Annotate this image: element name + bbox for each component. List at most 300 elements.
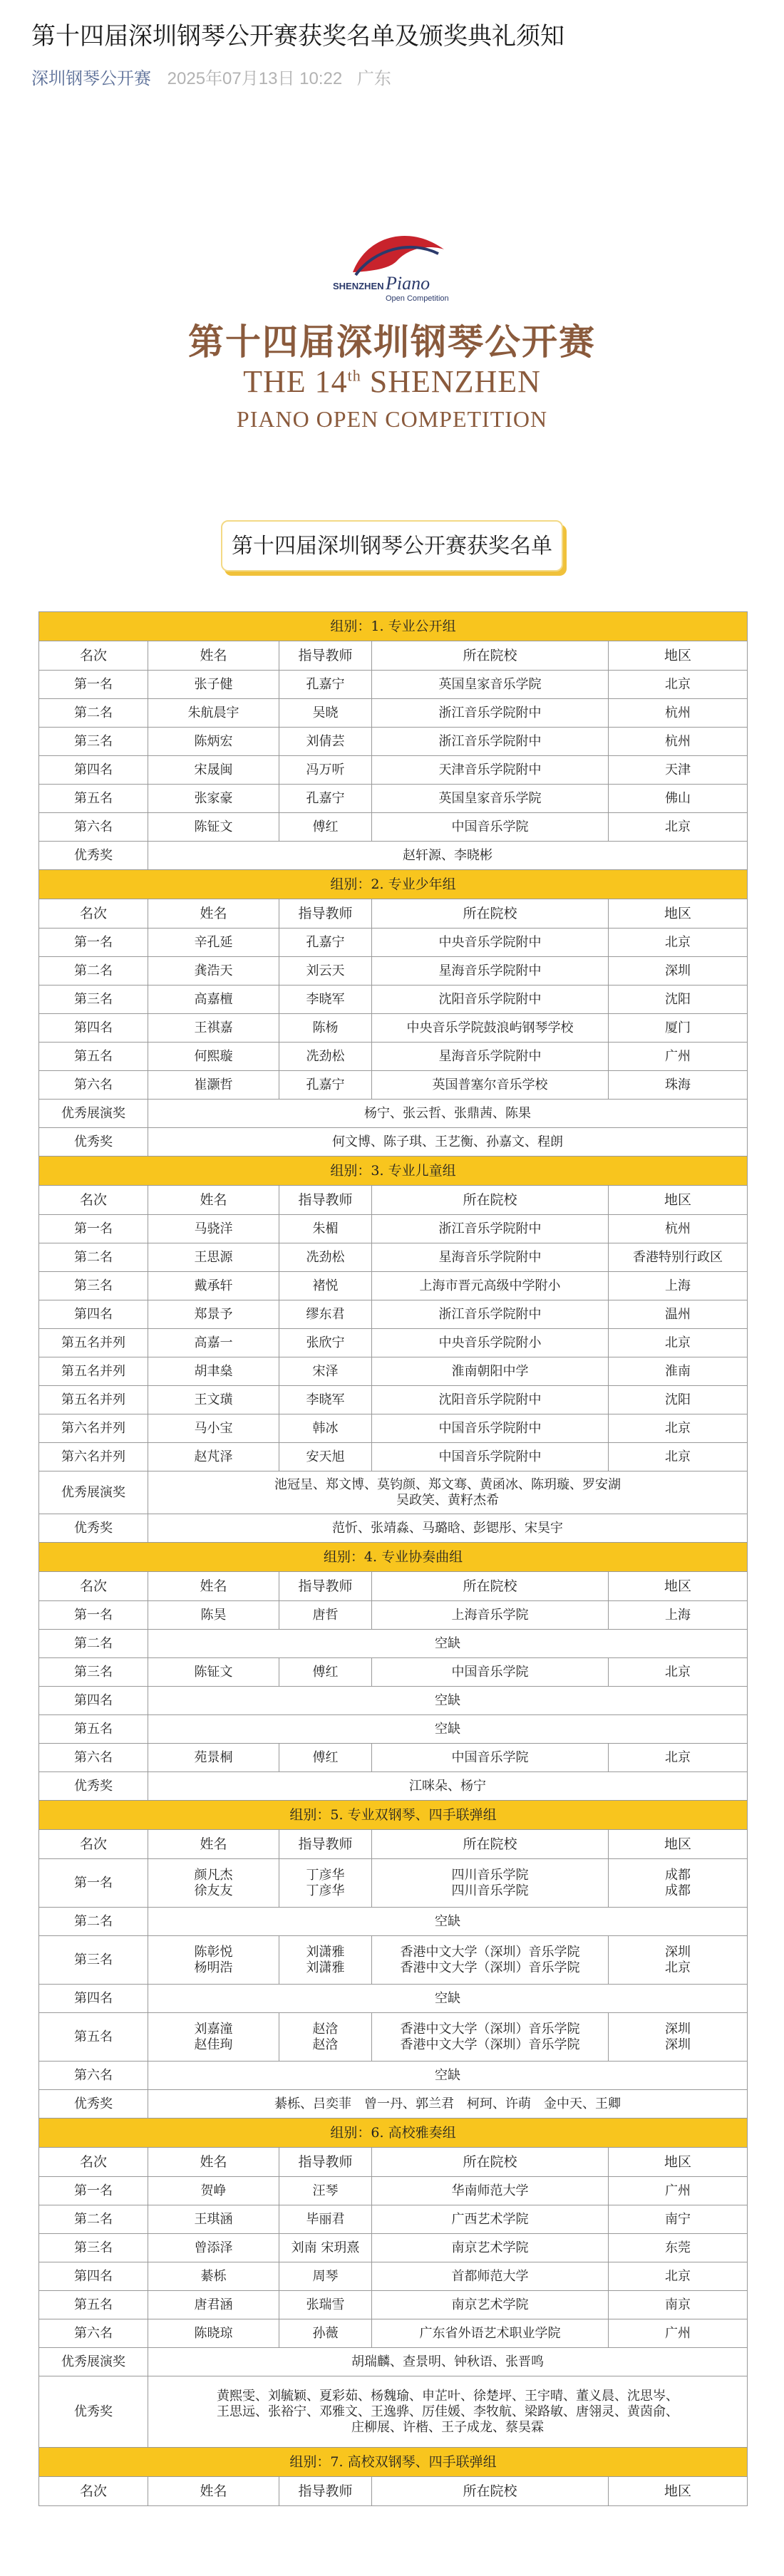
rank-cell: 第五名 (39, 2291, 148, 2319)
school-cell: 英国皇家音乐学院 (372, 671, 609, 699)
teacher-cell: 傅红 (279, 1744, 372, 1772)
region-cell: 深圳 (609, 957, 748, 986)
region-cell: 珠海 (609, 1071, 748, 1100)
rank-cell: 第三名 (39, 1936, 148, 1985)
teacher-cell: 韩冰 (279, 1414, 372, 1443)
rank-cell: 第五名并列 (39, 1329, 148, 1357)
region-cell: 厦门 (609, 1014, 748, 1043)
honor-names: 赵轩源、李晓彬 (148, 842, 748, 870)
teacher-cell: 宋泽 (279, 1357, 372, 1386)
honor-row (39, 842, 748, 870)
region-cell: 北京 (609, 1658, 748, 1687)
region-cell: 上海 (609, 1272, 748, 1300)
school-cell: 星海音乐学院附中 (372, 957, 609, 986)
school-cell: 浙江音乐学院附中 (372, 728, 609, 756)
region-cell: 佛山 (609, 785, 748, 813)
account-name-link[interactable]: 深圳钢琴公开赛 (31, 69, 151, 88)
region-cell: 沈阳 (609, 1386, 748, 1414)
school-cell: 沈阳音乐学院附中 (372, 1386, 609, 1414)
group-title-row (39, 1801, 748, 1830)
table-row (39, 986, 748, 1014)
name-cell: 陈炳宏 (148, 728, 279, 756)
table-row (39, 2291, 748, 2319)
name-cell: 赵芃泽 (148, 1443, 279, 1471)
column-header: 地区 (609, 641, 748, 671)
school-cell: 中国音乐学院附中 (372, 1443, 609, 1471)
competition-logo (0, 228, 784, 442)
rank-cell: 第五名 (39, 1043, 148, 1071)
honor-row (39, 2348, 748, 2376)
name-cell: 高嘉檀 (148, 986, 279, 1014)
vacant-cell: 空缺 (148, 1985, 748, 2013)
region-cell: 温州 (609, 1300, 748, 1329)
teacher-cell: 安天旭 (279, 1443, 372, 1471)
column-header-row (39, 1830, 748, 1859)
name-cell: 曾添泽 (148, 2234, 279, 2262)
school-cell: 英国普塞尔音乐学校 (372, 1071, 609, 1100)
school-cell: 沈阳音乐学院附中 (372, 986, 609, 1014)
column-header: 指导教师 (279, 1572, 372, 1601)
piano-logo-icon (324, 228, 467, 306)
column-header: 所在院校 (372, 2148, 609, 2177)
region-cell: 北京 (609, 1329, 748, 1357)
table-row (39, 2262, 748, 2291)
region-cell: 北京 (609, 1443, 748, 1471)
region-cell: 天津 (609, 756, 748, 785)
rank-cell: 第六名并列 (39, 1414, 148, 1443)
column-header: 地区 (609, 2477, 748, 2506)
group-title: 组别：7. 高校双钢琴、四手联弹组 (39, 2448, 748, 2477)
column-header-row (39, 1186, 748, 1215)
column-header: 指导教师 (279, 1186, 372, 1215)
teacher-cell: 孙薇 (279, 2319, 372, 2348)
honor-row (39, 1772, 748, 1801)
rank-cell: 第四名 (39, 756, 148, 785)
vacant-cell: 空缺 (148, 1687, 748, 1715)
rank-cell: 第二名 (39, 1908, 148, 1936)
name-cell: 刘嘉潼 赵佳珣 (148, 2013, 279, 2062)
honor-row (39, 1128, 748, 1157)
honor-label: 优秀奖 (39, 1514, 148, 1543)
school-cell: 首都师范大学 (372, 2262, 609, 2291)
honor-names: 黄熙雯、刘毓颖、夏彩茹、杨魏瑜、申芷叶、徐楚坪、王宇晴、董义晨、沈思岑、 王思远、张裕宁、邓雅文、王逸骅、厉佳媛、李牧航、梁路敏、唐翎灵、黄茵俞、 庄柳展、许楷、王子成龙、蔡昊霖 (148, 2376, 748, 2448)
column-header-row (39, 2148, 748, 2177)
column-header-row (39, 1572, 748, 1601)
school-cell: 中国音乐学院附中 (372, 1414, 609, 1443)
group-title: 组别：4. 专业协奏曲组 (39, 1543, 748, 1572)
column-header: 地区 (609, 1830, 748, 1859)
table-row (39, 1658, 748, 1687)
table-row (39, 671, 748, 699)
school-cell: 四川音乐学院 四川音乐学院 (372, 1859, 609, 1908)
rank-cell: 第二名 (39, 957, 148, 986)
rank-cell: 第四名 (39, 1300, 148, 1329)
school-cell: 浙江音乐学院附中 (372, 1300, 609, 1329)
honor-label: 优秀奖 (39, 1772, 148, 1801)
region-cell: 北京 (609, 671, 748, 699)
name-cell: 陈钲文 (148, 813, 279, 842)
column-header-row (39, 641, 748, 671)
table-row (39, 1630, 748, 1658)
table-row (39, 1601, 748, 1630)
teacher-cell: 刘云天 (279, 957, 372, 986)
column-header: 指导教师 (279, 2148, 372, 2177)
table-row (39, 2013, 748, 2062)
column-header: 名次 (39, 1572, 148, 1601)
rank-cell: 第五名 (39, 1715, 148, 1744)
table-row (39, 1272, 748, 1300)
name-cell: 王思源 (148, 1243, 279, 1272)
region-cell: 上海 (609, 1601, 748, 1630)
column-header-row (39, 899, 748, 929)
column-header: 姓名 (148, 1186, 279, 1215)
column-header: 所在院校 (372, 899, 609, 929)
rank-cell: 第二名 (39, 1243, 148, 1272)
column-header: 地区 (609, 2148, 748, 2177)
honor-row (39, 1514, 748, 1543)
group-title: 组别：6. 高校雅奏组 (39, 2119, 748, 2148)
column-header: 所在院校 (372, 1830, 609, 1859)
name-cell: 龚浩天 (148, 957, 279, 986)
article-meta (31, 68, 753, 90)
logo-brand-sub: Open Competition (386, 294, 449, 303)
honor-names: 胡瑞麟、查景明、钟秋语、张晋鸣 (148, 2348, 748, 2376)
school-cell: 中央音乐学院附中 (372, 929, 609, 957)
honor-row (39, 2090, 748, 2119)
table-row (39, 957, 748, 986)
teacher-cell: 冼劲松 (279, 1043, 372, 1071)
table-row (39, 1985, 748, 2013)
honor-names: 池冠呈、郑文博、莫钧颜、郑文骞、黄函冰、陈玥璇、罗安湖 吴政笑、黄籽杰希 (148, 1471, 748, 1514)
rank-cell: 第一名 (39, 1859, 148, 1908)
group-title-row (39, 1543, 748, 1572)
honor-row (39, 2376, 748, 2448)
name-cell: 苑景桐 (148, 1744, 279, 1772)
teacher-cell: 丁彦华 丁彦华 (279, 1859, 372, 1908)
teacher-cell: 孔嘉宁 (279, 785, 372, 813)
teacher-cell: 张瑞雪 (279, 2291, 372, 2319)
column-header-row (39, 2477, 748, 2506)
name-cell: 郑景予 (148, 1300, 279, 1329)
table-row (39, 1215, 748, 1243)
teacher-cell: 吴晓 (279, 699, 372, 728)
table-row (39, 2177, 748, 2205)
teacher-cell: 毕丽君 (279, 2205, 372, 2234)
name-cell: 何熙璇 (148, 1043, 279, 1071)
school-cell: 上海市晋元高级中学附小 (372, 1272, 609, 1300)
rank-cell: 第二名 (39, 1630, 148, 1658)
rank-cell: 第四名 (39, 1687, 148, 1715)
column-header: 所在院校 (372, 2477, 609, 2506)
teacher-cell: 赵浛 赵浛 (279, 2013, 372, 2062)
column-header: 指导教师 (279, 899, 372, 929)
region-cell: 淮南 (609, 1357, 748, 1386)
school-cell: 中国音乐学院 (372, 813, 609, 842)
table-row (39, 1329, 748, 1357)
honor-label: 优秀展演奖 (39, 1100, 148, 1128)
group-title-row (39, 2448, 748, 2477)
rank-cell: 第六名 (39, 2062, 148, 2090)
table-row (39, 1687, 748, 1715)
school-cell: 广西艺术学院 (372, 2205, 609, 2234)
rank-cell: 第三名 (39, 1272, 148, 1300)
region-cell: 杭州 (609, 699, 748, 728)
name-cell: 王琪涵 (148, 2205, 279, 2234)
school-cell: 南京艺术学院 (372, 2234, 609, 2262)
region-cell: 南宁 (609, 2205, 748, 2234)
teacher-cell: 孔嘉宁 (279, 929, 372, 957)
teacher-cell: 陈杨 (279, 1014, 372, 1043)
table-row (39, 1859, 748, 1908)
honor-label: 优秀奖 (39, 1128, 148, 1157)
name-cell: 张子健 (148, 671, 279, 699)
honor-names: 何文博、陈子琪、王艺衡、孙嘉文、程朗 (148, 1128, 748, 1157)
rank-cell: 第五名 (39, 785, 148, 813)
school-cell: 华南师范大学 (372, 2177, 609, 2205)
article-title: 第十四届深圳钢琴公开赛获奖名单及颁奖典礼须知 (31, 22, 564, 51)
teacher-cell: 刘倩芸 (279, 728, 372, 756)
rank-cell: 第三名 (39, 728, 148, 756)
school-cell: 广东省外语艺术职业学院 (372, 2319, 609, 2348)
honor-names: 范忻、张靖淼、马璐晗、彭锶彤、宋昊宇 (148, 1514, 748, 1543)
publish-date: 2025年07月13日 10:22 (167, 69, 343, 88)
school-cell: 中国音乐学院 (372, 1658, 609, 1687)
table-row (39, 1443, 748, 1471)
region-cell: 沈阳 (609, 986, 748, 1014)
teacher-cell: 朱楣 (279, 1215, 372, 1243)
honor-names: 江咪朵、杨宁 (148, 1772, 748, 1801)
table-row (39, 1357, 748, 1386)
region-cell: 深圳 北京 (609, 1936, 748, 1985)
name-cell: 陈钲文 (148, 1658, 279, 1687)
school-cell: 中央音乐学院鼓浪屿钢琴学校 (372, 1014, 609, 1043)
column-header: 姓名 (148, 2148, 279, 2177)
group-title: 组别：5. 专业双钢琴、四手联弹组 (39, 1801, 748, 1830)
name-cell: 崔灏哲 (148, 1071, 279, 1100)
table-row (39, 756, 748, 785)
region-cell: 北京 (609, 929, 748, 957)
rank-cell: 第三名 (39, 986, 148, 1014)
honor-row (39, 1100, 748, 1128)
name-cell: 王文璜 (148, 1386, 279, 1414)
table-row (39, 699, 748, 728)
vacant-cell: 空缺 (148, 1630, 748, 1658)
award-table (38, 611, 748, 2506)
column-header: 名次 (39, 2148, 148, 2177)
honor-row (39, 1471, 748, 1514)
honor-label: 优秀奖 (39, 2090, 148, 2119)
rank-cell: 第四名 (39, 2262, 148, 2291)
logo-brand-text: SHENZHEN (333, 281, 384, 291)
group-title-row (39, 1157, 748, 1186)
teacher-cell: 傅红 (279, 1658, 372, 1687)
region-cell: 广州 (609, 2177, 748, 2205)
table-row (39, 1715, 748, 1744)
logo-brand-script: Piano (386, 273, 430, 294)
teacher-cell: 刘潇雅 刘潇雅 (279, 1936, 372, 1985)
rank-cell: 第六名 (39, 1071, 148, 1100)
column-header: 名次 (39, 899, 148, 929)
column-header: 姓名 (148, 1830, 279, 1859)
honor-names: 綦栎、吕奕菲 曾一丹、郭兰君 柯珂、许萌 金中天、王卿 (148, 2090, 748, 2119)
table-row (39, 2319, 748, 2348)
logo-english-line2: PIANO OPEN COMPETITION (236, 406, 548, 432)
table-row (39, 1414, 748, 1443)
teacher-cell: 冯万听 (279, 756, 372, 785)
column-header: 指导教师 (279, 2477, 372, 2506)
group-title: 组别：1. 专业公开组 (39, 612, 748, 641)
column-header: 姓名 (148, 641, 279, 671)
region-cell: 广州 (609, 2319, 748, 2348)
honor-label: 优秀展演奖 (39, 1471, 148, 1514)
rank-cell: 第六名 (39, 2319, 148, 2348)
rank-cell: 第四名 (39, 1014, 148, 1043)
name-cell: 陈晓琼 (148, 2319, 279, 2348)
table-row (39, 1744, 748, 1772)
teacher-cell: 周琴 (279, 2262, 372, 2291)
region-cell: 深圳 深圳 (609, 2013, 748, 2062)
table-row (39, 1043, 748, 1071)
table-row (39, 1014, 748, 1043)
column-header: 所在院校 (372, 641, 609, 671)
region-cell: 杭州 (609, 728, 748, 756)
rank-cell: 第一名 (39, 2177, 148, 2205)
column-header: 姓名 (148, 899, 279, 929)
column-header: 名次 (39, 1186, 148, 1215)
table-row (39, 1071, 748, 1100)
table-row (39, 1300, 748, 1329)
rank-cell: 第六名 (39, 813, 148, 842)
teacher-cell: 李晓军 (279, 1386, 372, 1414)
table-row (39, 1243, 748, 1272)
honor-names: 杨宁、张云哲、张鼎茜、陈果 (148, 1100, 748, 1128)
region-cell: 成都 成都 (609, 1859, 748, 1908)
region-cell: 南京 (609, 2291, 748, 2319)
school-cell: 上海音乐学院 (372, 1601, 609, 1630)
table-row (39, 1908, 748, 1936)
teacher-cell: 汪琴 (279, 2177, 372, 2205)
table-row (39, 728, 748, 756)
group-title-row (39, 612, 748, 641)
column-header: 地区 (609, 1186, 748, 1215)
teacher-cell: 刘南 宋玥熹 (279, 2234, 372, 2262)
rank-cell: 第三名 (39, 2234, 148, 2262)
list-title-wrap (0, 520, 784, 571)
table-row (39, 2234, 748, 2262)
name-cell: 马小宝 (148, 1414, 279, 1443)
teacher-cell: 张欣宁 (279, 1329, 372, 1357)
name-cell: 辛孔延 (148, 929, 279, 957)
name-cell: 宋晟闽 (148, 756, 279, 785)
table-row (39, 813, 748, 842)
rank-cell: 第六名 (39, 1744, 148, 1772)
table-row (39, 1386, 748, 1414)
logo-english-line1: THE 14th SHENZHEN (243, 364, 541, 399)
column-header: 姓名 (148, 2477, 279, 2506)
rank-cell: 第一名 (39, 1601, 148, 1630)
name-cell: 朱航晨宇 (148, 699, 279, 728)
rank-cell: 第一名 (39, 671, 148, 699)
school-cell: 香港中文大学（深圳）音乐学院 香港中文大学（深圳）音乐学院 (372, 2013, 609, 2062)
vacant-cell: 空缺 (148, 1715, 748, 1744)
rank-cell: 第三名 (39, 1658, 148, 1687)
school-cell: 中央音乐学院附小 (372, 1329, 609, 1357)
teacher-cell: 孔嘉宁 (279, 1071, 372, 1100)
region-cell: 东莞 (609, 2234, 748, 2262)
name-cell: 戴承轩 (148, 1272, 279, 1300)
name-cell: 颜凡杰 徐友友 (148, 1859, 279, 1908)
teacher-cell: 傅红 (279, 813, 372, 842)
column-header: 名次 (39, 1830, 148, 1859)
region-cell: 北京 (609, 1744, 748, 1772)
column-header: 姓名 (148, 1572, 279, 1601)
column-header: 所在院校 (372, 1572, 609, 1601)
honor-label: 优秀展演奖 (39, 2348, 148, 2376)
table-row (39, 2205, 748, 2234)
rank-cell: 第一名 (39, 1215, 148, 1243)
rank-cell: 第二名 (39, 2205, 148, 2234)
group-title-row (39, 2119, 748, 2148)
teacher-cell: 孔嘉宁 (279, 671, 372, 699)
rank-cell: 第五名并列 (39, 1386, 148, 1414)
column-header: 名次 (39, 2477, 148, 2506)
column-header: 名次 (39, 641, 148, 671)
group-title-row (39, 870, 748, 899)
name-cell: 胡聿燊 (148, 1357, 279, 1386)
region-cell: 北京 (609, 1414, 748, 1443)
rank-cell: 第一名 (39, 929, 148, 957)
rank-cell: 第六名并列 (39, 1443, 148, 1471)
school-cell: 中国音乐学院 (372, 1744, 609, 1772)
name-cell: 王祺嘉 (148, 1014, 279, 1043)
table-row (39, 2062, 748, 2090)
school-cell: 香港中文大学（深圳）音乐学院 香港中文大学（深圳）音乐学院 (372, 1936, 609, 1985)
honor-label: 优秀奖 (39, 842, 148, 870)
name-cell: 陈彰悦 杨明浩 (148, 1936, 279, 1985)
award-list-title: 第十四届深圳钢琴公开赛获奖名单 (221, 520, 563, 571)
school-cell: 浙江音乐学院附中 (372, 1215, 609, 1243)
teacher-cell: 褚悦 (279, 1272, 372, 1300)
rank-cell: 第五名 (39, 2013, 148, 2062)
school-cell: 星海音乐学院附中 (372, 1243, 609, 1272)
name-cell: 高嘉一 (148, 1329, 279, 1357)
region-cell: 广州 (609, 1043, 748, 1071)
school-cell: 天津音乐学院附中 (372, 756, 609, 785)
name-cell: 张家豪 (148, 785, 279, 813)
table-row (39, 929, 748, 957)
name-cell: 綦栎 (148, 2262, 279, 2291)
vacant-cell: 空缺 (148, 2062, 748, 2090)
table-row (39, 1936, 748, 1985)
column-header: 指导教师 (279, 641, 372, 671)
school-cell: 淮南朝阳中学 (372, 1357, 609, 1386)
group-title: 组别：2. 专业少年组 (39, 870, 748, 899)
name-cell: 唐君涵 (148, 2291, 279, 2319)
group-title: 组别：3. 专业儿童组 (39, 1157, 748, 1186)
column-header: 地区 (609, 1572, 748, 1601)
teacher-cell: 缪东君 (279, 1300, 372, 1329)
logo-chinese-name: 第十四届深圳钢琴公开赛 (188, 321, 596, 363)
column-header: 所在院校 (372, 1186, 609, 1215)
region-cell: 杭州 (609, 1215, 748, 1243)
name-cell: 陈昊 (148, 1601, 279, 1630)
region-cell: 北京 (609, 813, 748, 842)
teacher-cell: 冼劲松 (279, 1243, 372, 1272)
teacher-cell: 李晓军 (279, 986, 372, 1014)
vacant-cell: 空缺 (148, 1908, 748, 1936)
rank-cell: 第二名 (39, 699, 148, 728)
region-cell: 北京 (609, 2262, 748, 2291)
